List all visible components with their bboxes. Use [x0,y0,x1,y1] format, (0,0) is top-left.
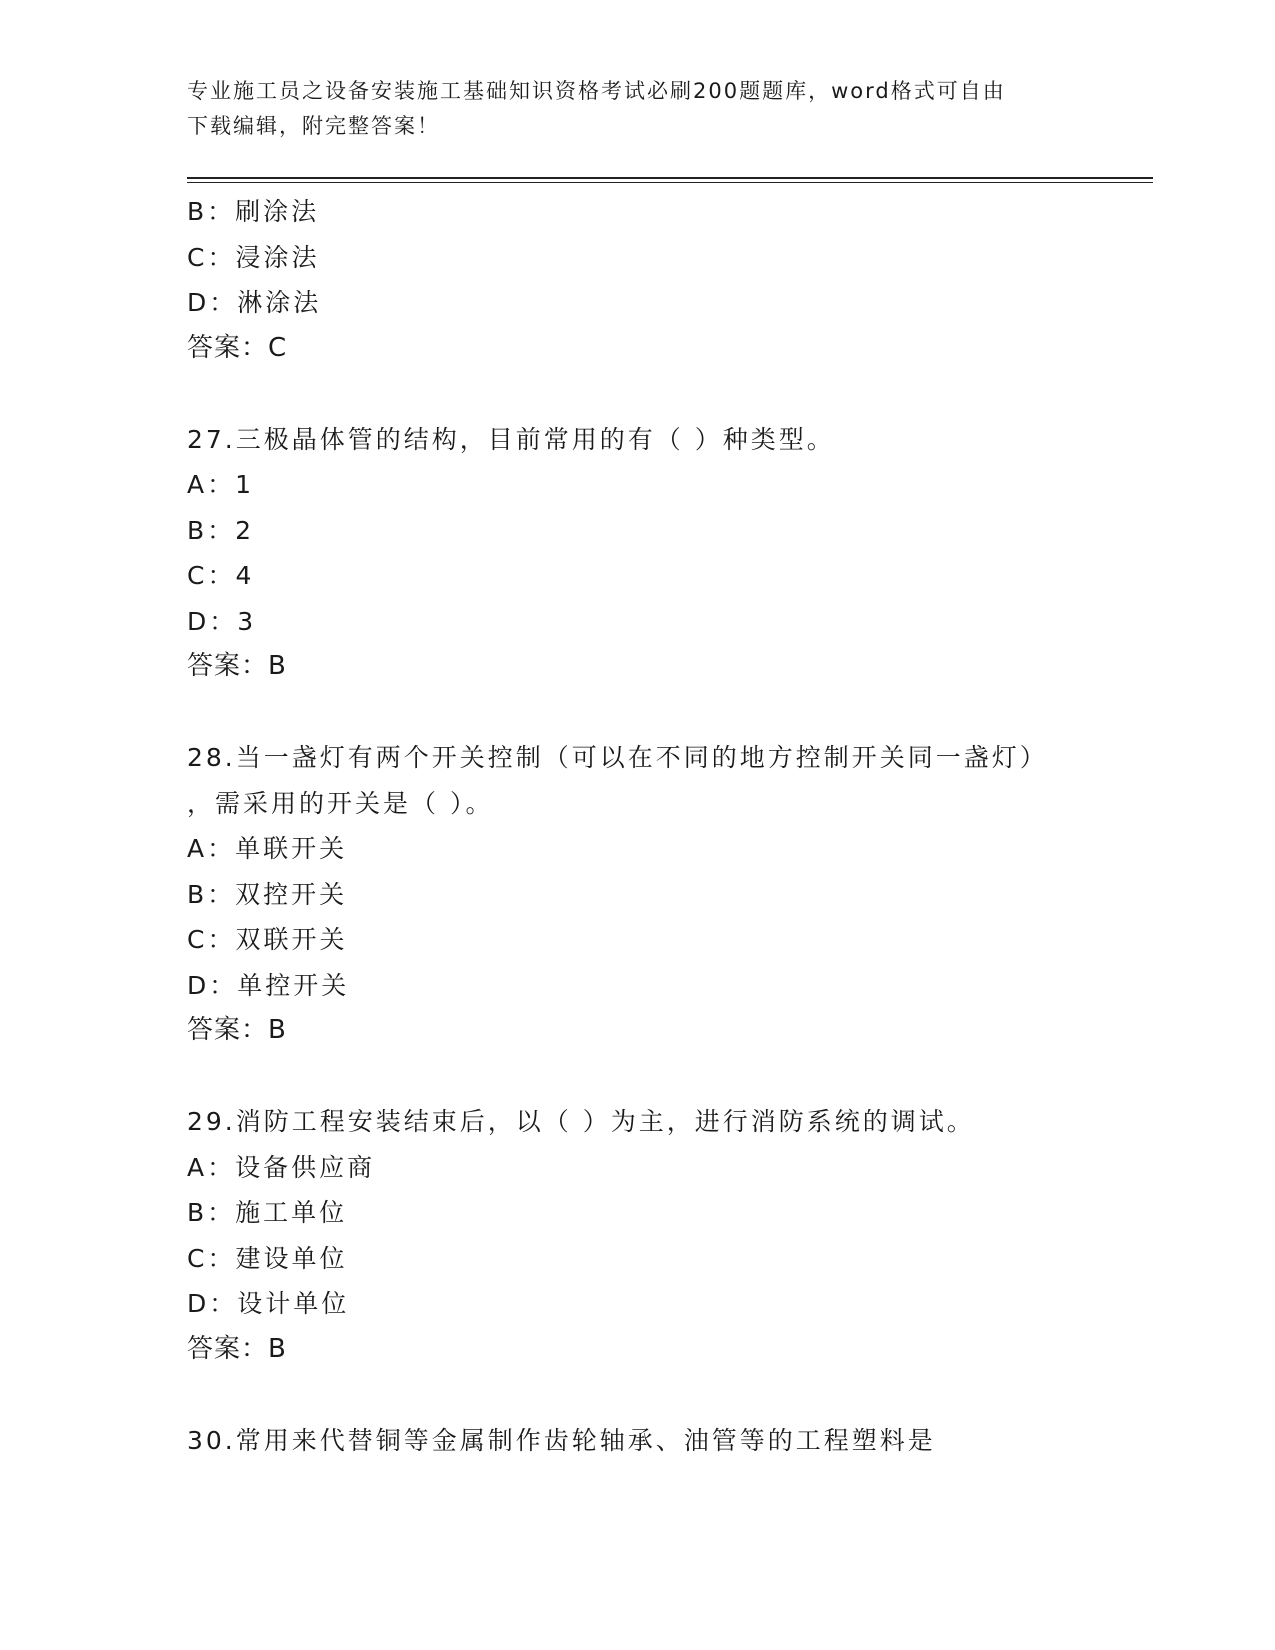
question-text: 28.当一盏灯有两个开关控制（可以在不同的地方控制开关同一盏灯） [187,743,1048,772]
question-list [187,189,1127,1463]
option-b: B：双控开关 [187,879,348,909]
question-text-continued: ，需采用的开关是（ ）。 [187,788,494,818]
question-29 [187,1099,1127,1372]
option-a: A：单联开关 [187,834,348,863]
option-c: C：建设单位 [187,1243,348,1273]
answer-line: 答案：B [187,1333,287,1364]
option-c: C：浸涂法 [187,242,320,272]
question-text: 29.消防工程安装结束后，以（ ）为主，进行消防系统的调试。 [187,1107,975,1136]
header-line-1: 专业施工员之设备安装施工基础知识资格考试必刷200题题库，word格式可自由 [187,79,1006,103]
option-a: A：设备供应商 [187,1152,376,1182]
option-d: D：设计单位 [187,1289,350,1318]
question-28 [187,735,1127,1054]
question-text: 27.三极晶体管的结构，目前常用的有（ ）种类型。 [187,424,835,454]
option-b: B：刷涂法 [187,197,320,226]
question-text: 30.常用来代替铜等金属制作齿轮轴承、油管等的工程塑料是 [187,1425,936,1455]
option-a: A：1 [187,470,255,499]
answer-line: 答案：C [187,332,288,363]
option-d: D：3 [187,606,257,636]
answer-line: 答案：B [187,1015,287,1045]
option-b: B：2 [187,515,255,545]
header-divider-thin [187,182,1153,183]
document-header [187,74,1087,144]
option-b: B：施工单位 [187,1198,348,1227]
answer-line: 答案：B [187,651,287,681]
option-c: C：双联开关 [187,925,348,954]
option-c: C：4 [187,561,255,590]
question-26-tail [187,189,1127,371]
option-d: D：淋涂法 [187,288,322,317]
question-27 [187,417,1127,690]
header-line-2: 下载编辑，附完整答案！ [187,114,440,138]
option-d: D：单控开关 [187,970,350,1000]
header-divider-thick [187,177,1153,179]
question-30 [187,1418,1127,1464]
